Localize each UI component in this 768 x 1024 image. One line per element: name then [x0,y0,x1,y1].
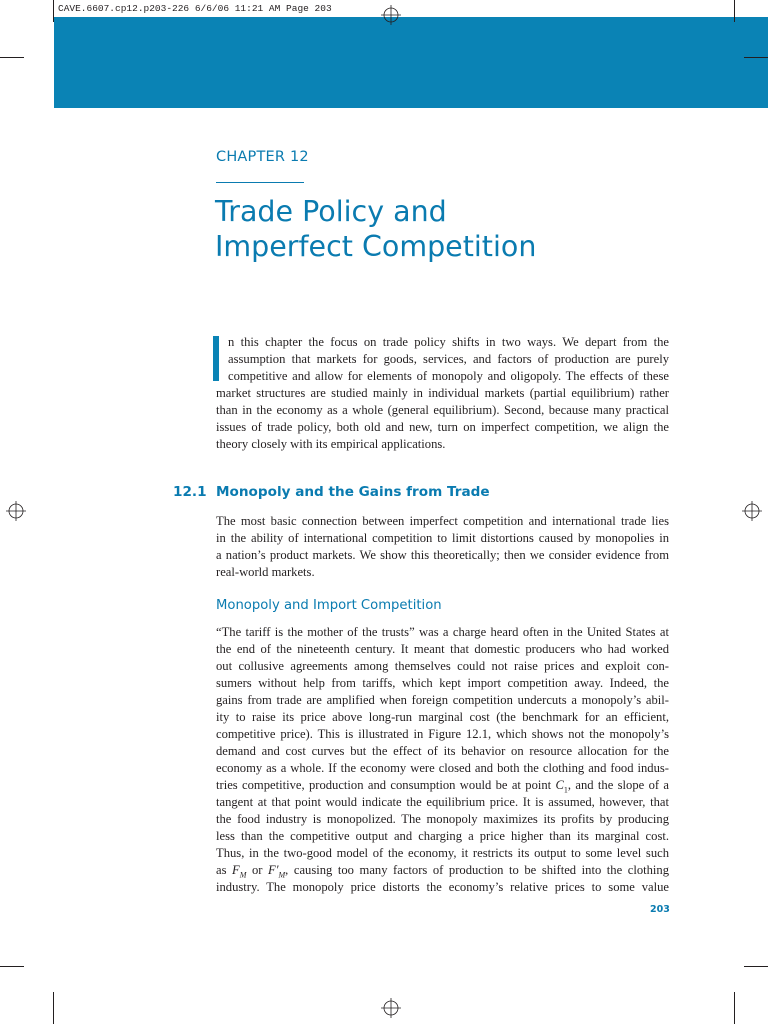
crop-mark [744,966,768,967]
math-variable: C [555,778,564,792]
chapter-title [215,194,695,264]
chapter-title-line: Trade Policy and [215,195,447,228]
chapter-title-line: Imperfect Competition [215,230,537,263]
intro-line: theory closely with its empirical applications. [216,437,446,451]
math-subscript: M [278,870,286,880]
math-subscript: 1 [563,785,568,795]
crop-mark [734,992,735,1024]
chapter-label: CHAPTER 12 [216,149,309,165]
subsection-paragraph [216,624,669,896]
paragraph-line: sumers without help from tariffs, which kept import competition away. Indeed, the [216,676,669,690]
chapter-rule [216,182,304,183]
text-run: , and the slope of a [567,778,670,792]
crop-mark [53,0,54,22]
math-variable: F′ [268,863,279,877]
print-slug: CAVE.6607.cp12.p203-226 6/6/06 11:21 AM Page 203 [58,3,332,14]
math-subscript: M [239,870,247,880]
paragraph-line: The most basic connection between imperfect competition and international trade lies [216,514,669,528]
crop-mark [53,992,54,1024]
crop-mark [0,57,24,58]
paragraph-line: demand and cost curves but the effect of its behavior on resource allocation for the [216,744,669,758]
crop-mark [0,966,24,967]
intro-line: market structures are studied mainly in individual markets (partial equilibrium) rather [216,386,669,400]
intro-line: than in the economy as a whole (general equilibrium). Second, because many practical [216,403,669,417]
intro-line: assumption that markets for goods, services, and factors of production are purely [228,352,669,366]
registration-mark-icon [381,5,401,25]
text-run: or [246,863,269,877]
paragraph-line: gains from trade are amplified when foreign competition undercuts a monopoly’s abil- [216,693,669,707]
paragraph-line: ity to raise its price above long-run marginal cost (the benchmark for an efficient, [216,710,669,724]
text-run: , causing too many factors of production to be shifted into the clothing [285,863,670,877]
paragraph-line: competitive price). This is illustrated in Figure 12.1, which shows not the monopoly’s [216,727,669,741]
paragraph-line: the food industry is monopolized. The monopoly maximizes its profits by producing [216,812,669,826]
paragraph-line: tangent at that point would indicate the equilibrium price. It is assumed, however, that [216,795,669,809]
page-number: 203 [650,904,670,915]
math-variable: F [232,863,240,877]
paragraph-line: a nation’s product markets. We show this theoretically; then we consider evidence from [216,548,669,562]
paragraph-line [216,777,669,794]
registration-mark-icon [742,501,762,521]
text-run: tries competitive, production and consumption would be at point [216,778,556,792]
paragraph-line: economy as a whole. If the economy were closed and both the clothing and food indus- [216,761,669,775]
registration-mark-icon [381,998,401,1018]
registration-mark-icon [6,501,26,521]
paragraph-line: out collusive agreements among themselves could not raise prices and exploit con- [216,659,669,673]
intro-line: competitive and allow for elements of monopoly and oligopoly. The effects of these [228,369,669,383]
paragraph-line: in the ability of international competition to limit distortions caused by monopolies in [216,531,669,545]
paragraph-line: the end of the nineteenth century. It meant that domestic producers who had worked [216,642,669,656]
paragraph-line: industry. The monopoly price distorts the economy’s relative prices to some value [216,880,669,894]
intro-line: issues of trade policy, both old and new, turn on imperfect competition, we align the [216,420,669,434]
crop-mark [734,0,735,22]
section-heading [173,484,490,500]
subsection-heading: Monopoly and Import Competition [216,598,442,613]
section-title: Monopoly and the Gains from Trade [216,484,490,500]
paragraph-line [216,862,669,879]
intro-line: n this chapter the focus on trade policy shifts in two ways. We depart from the [228,335,669,349]
paragraph-line: less than the competitive output and charging a price higher than its marginal cost. [216,829,669,843]
paragraph-line: Thus, in the two-good model of the economy, it restricts its output to some level such [216,846,669,860]
text-run: as [216,863,233,877]
crop-mark [744,57,768,58]
section-number: 12.1 [173,484,207,500]
chapter-banner [54,17,768,108]
paragraph-line: “The tariff is the mother of the trusts” was a charge heard often in the United States at [216,625,669,639]
paragraph-line: real-world markets. [216,565,315,579]
intro-paragraph [216,334,669,453]
section-paragraph [216,513,669,581]
